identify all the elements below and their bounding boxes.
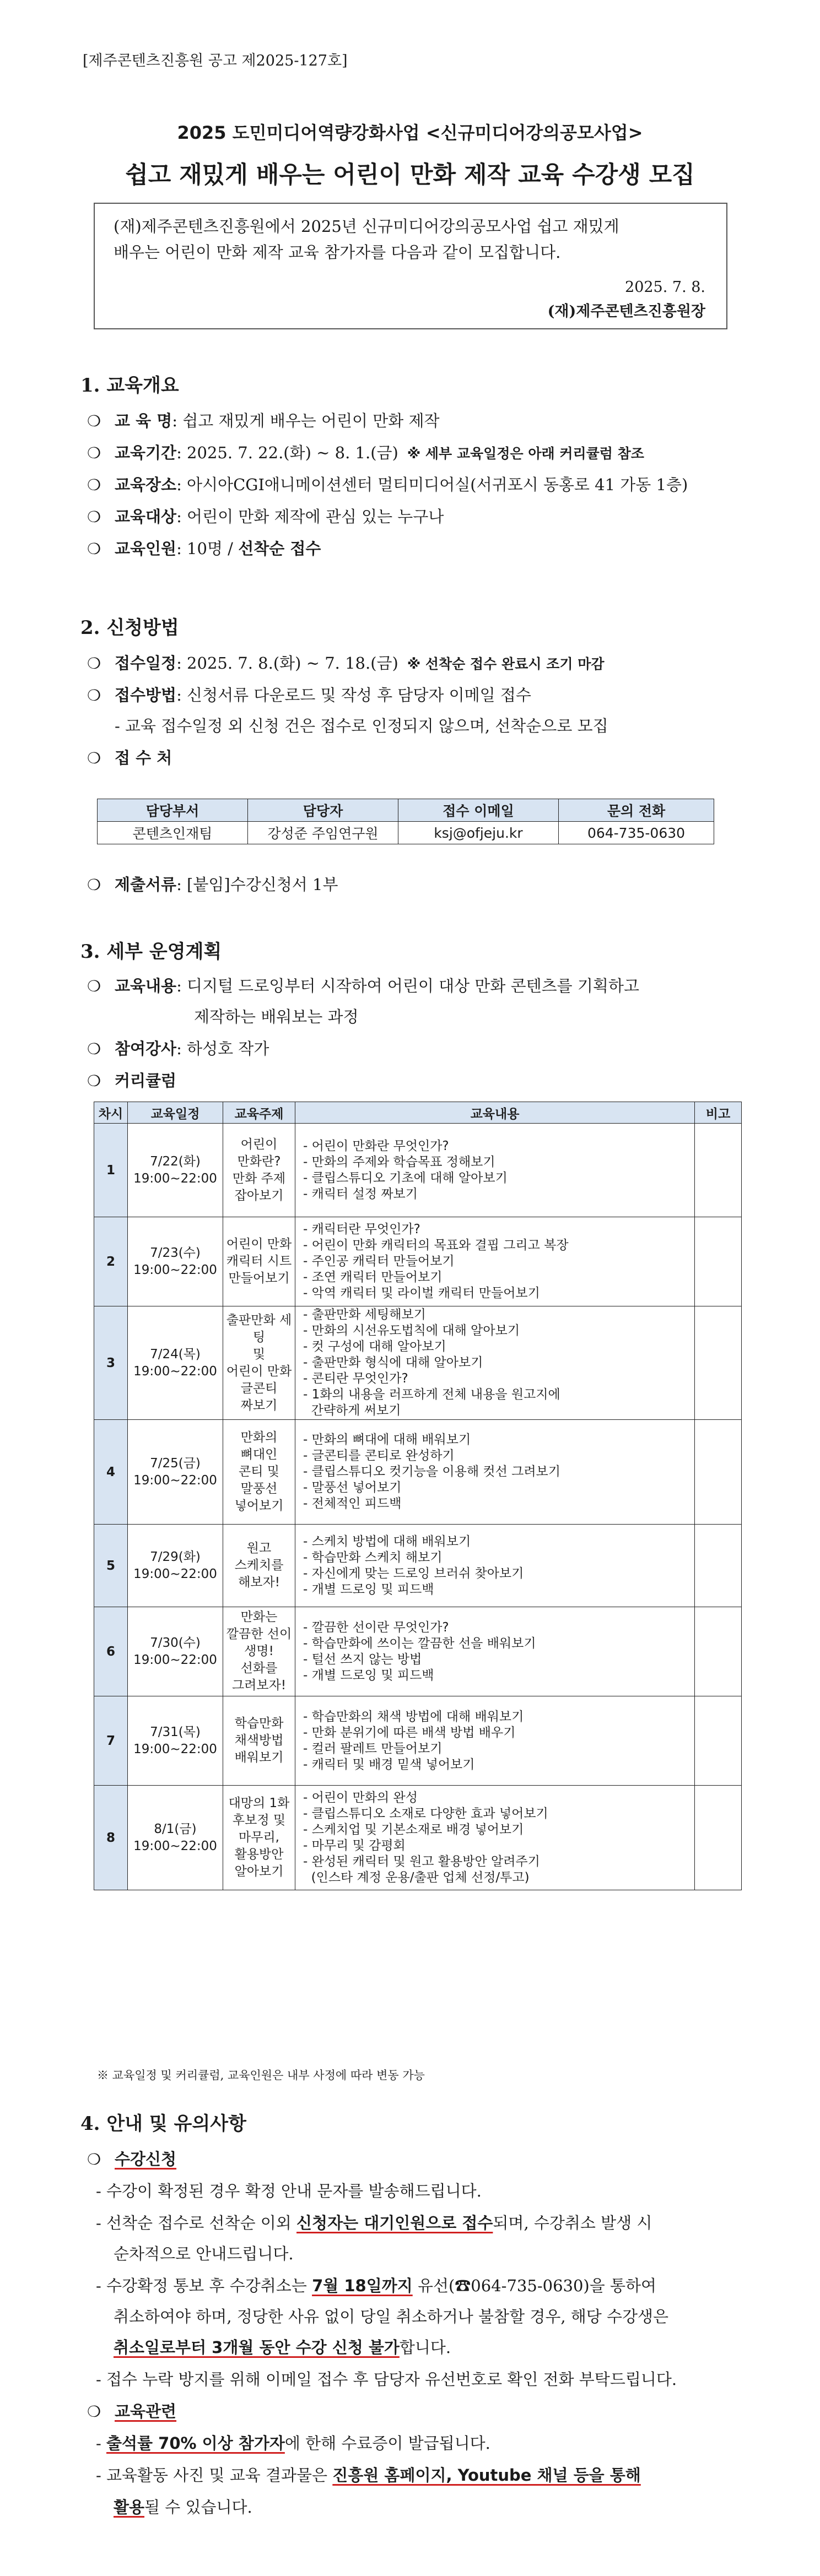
session-topic bbox=[223, 1420, 295, 1525]
title-block bbox=[77, 119, 743, 190]
notice-a2-pre: - 선착순 접수로 선착순 이외 bbox=[96, 2214, 297, 2232]
notice-a3-emph2: 취소일로부터 3개월 동안 수강 신청 불가 bbox=[114, 2338, 400, 2357]
session-content bbox=[295, 1786, 695, 1890]
session-topic bbox=[223, 1696, 295, 1786]
header-topic: 교육주제 bbox=[223, 1102, 295, 1124]
topic-line: 깔끔한 선이 bbox=[226, 1627, 292, 1641]
content-line: - 완성된 캐릭터 및 원고 활용방안 알려주기 bbox=[303, 1854, 540, 1869]
content-line: - 만화의 주제와 학습목표 정해보기 bbox=[303, 1154, 495, 1169]
content-line: 간략하게 써보기 bbox=[303, 1403, 401, 1418]
content-line: - 캐릭터 설정 짜보기 bbox=[303, 1186, 418, 1201]
content-line: - 학습만화에 쓰이는 깔끔한 선을 배워보기 bbox=[303, 1636, 536, 1651]
topic-line: 채색방법 bbox=[234, 1733, 284, 1748]
plan-row-curriculum bbox=[87, 1069, 176, 1091]
circle-bullet-icon: ❍ bbox=[87, 1040, 101, 1058]
topic-line: 잡아보기 bbox=[234, 1188, 284, 1203]
row-value: : 쉽고 재밌게 배우는 어린이 만화 제작 bbox=[172, 411, 440, 430]
session-schedule bbox=[128, 1607, 223, 1696]
content-line: - 학습만화의 채색 방법에 대해 배워보기 bbox=[303, 1709, 524, 1724]
topic-line: 그려보자! bbox=[231, 1678, 287, 1693]
page-title: 쉽고 재밌게 배우는 어린이 만화 제작 교육 수강생 모집 bbox=[125, 161, 695, 189]
content-line: - 어린이 만화 캐릭터의 목표와 결핍 그리고 복장 bbox=[303, 1238, 569, 1252]
content-line: - 조연 캐릭터 만들어보기 bbox=[303, 1270, 443, 1284]
session-schedule bbox=[128, 1786, 223, 1890]
intro-box bbox=[94, 203, 727, 329]
session-date: 7/31(목) bbox=[150, 1724, 201, 1739]
circle-bullet-icon: ❍ bbox=[87, 476, 101, 494]
topic-line: 출판만화 세팅 bbox=[226, 1313, 292, 1344]
session-content bbox=[295, 1217, 695, 1306]
session-number: 7 bbox=[94, 1696, 128, 1786]
overview-row-period bbox=[87, 441, 644, 463]
topic-line: 활용방안 bbox=[234, 1847, 284, 1862]
session-remark bbox=[695, 1420, 742, 1525]
intro-organization: (재)제주콘텐츠진흥원장 bbox=[547, 303, 705, 320]
session-schedule bbox=[128, 1217, 223, 1306]
content-line: - 전체적인 피드백 bbox=[303, 1496, 402, 1511]
topic-line: 알아보기 bbox=[234, 1864, 284, 1879]
session-schedule bbox=[128, 1124, 223, 1217]
row-note: ※ 세부 교육일정은 아래 커리큘럼 참조 bbox=[407, 446, 644, 462]
topic-line: 캐릭터 시트 bbox=[226, 1254, 292, 1268]
row-label: 참여강사 bbox=[115, 1039, 177, 1058]
content-line: - 클립스튜디오 컷기능을 이용해 컷선 그려보기 bbox=[303, 1465, 560, 1479]
topic-line: 만화의 bbox=[240, 1430, 278, 1445]
topic-line: 및 bbox=[252, 1347, 266, 1362]
content-line: - 1화의 내용을 러프하게 전체 내용을 원고지에 bbox=[303, 1387, 560, 1402]
row-value-bold: 선착순 접수 bbox=[238, 539, 321, 558]
content-line: - 콘티란 무엇인가? bbox=[303, 1371, 408, 1386]
session-date: 7/24(목) bbox=[150, 1347, 201, 1362]
session-topic bbox=[223, 1124, 295, 1217]
notice-row-apply bbox=[87, 2147, 176, 2170]
topic-line: 대망의 1화 bbox=[228, 1796, 290, 1810]
content-line: - 클립스튜디오 소재로 다양한 효과 넣어보기 bbox=[303, 1806, 548, 1821]
notice-row-edu bbox=[87, 2399, 176, 2422]
apply-method-note: - 교육 접수일정 외 신청 건은 접수로 인정되지 않으며, 선착순으로 모집 bbox=[115, 717, 608, 735]
content-line: - 털선 쓰지 않는 방법 bbox=[303, 1652, 422, 1667]
content-line: - 만화 분위기에 따른 배색 방법 배우기 bbox=[303, 1725, 516, 1740]
session-number: 5 bbox=[94, 1525, 128, 1607]
section-1-title: 1. 교육개요 bbox=[80, 375, 179, 397]
topic-line: 선화를 bbox=[240, 1661, 278, 1675]
notice-a3-cont: 취소하여야 하며, 정당한 사유 없이 당일 취소하거나 불참할 경우, 해당 수강생은 bbox=[114, 2307, 669, 2326]
topic-line: 생명! bbox=[244, 1644, 274, 1658]
notice-b2-emph: 진흥원 홈페이지, Youtube 채널 등을 통해 bbox=[332, 2466, 641, 2485]
session-content bbox=[295, 1525, 695, 1607]
notice-a3-pre: - 수강확정 통보 후 수강취소는 bbox=[96, 2276, 312, 2295]
notice-a3 bbox=[96, 2274, 656, 2296]
topic-line: 해보자! bbox=[238, 1575, 280, 1590]
topic-line: 배워보기 bbox=[234, 1750, 284, 1765]
row-label: 교육관련 bbox=[115, 2402, 177, 2421]
curriculum-row bbox=[94, 1217, 742, 1306]
session-topic bbox=[223, 1217, 295, 1306]
row-label: 접 수 처 bbox=[115, 749, 172, 767]
session-schedule bbox=[128, 1696, 223, 1786]
overview-row-name bbox=[87, 409, 440, 431]
curriculum-row bbox=[94, 1786, 742, 1890]
content-line: - 주인공 캐릭터 만들어보기 bbox=[303, 1254, 455, 1268]
header-date: 교육일정 bbox=[128, 1102, 223, 1124]
intro-line-2: 배우는 어린이 만화 제작 교육 참가자를 다음과 같이 모집합니다. bbox=[114, 243, 561, 262]
row-label: 접수방법 bbox=[115, 686, 177, 704]
content-line: - 학습만화 스케치 해보기 bbox=[303, 1550, 443, 1565]
curriculum-footnote: ※ 교육일정 및 커리큘럼, 교육인원은 내부 사정에 따라 변동 가능 bbox=[97, 2069, 425, 2082]
section-2-title: 2. 신청방법 bbox=[80, 617, 179, 639]
notice-a3-emph: 7월 18일까지 bbox=[312, 2276, 413, 2295]
row-value: : 신청서류 다운로드 및 작성 후 담당자 이메일 접수 bbox=[176, 686, 531, 704]
notice-b1-emph: 출석률 70% 이상 참가자 bbox=[106, 2434, 285, 2453]
topic-line: 학습만화 bbox=[234, 1716, 284, 1731]
session-remark bbox=[695, 1306, 742, 1420]
notice-a2-cont: 순차적으로 안내드립니다. bbox=[114, 2244, 294, 2263]
content-line: - 어린이 만화란 무엇인가? bbox=[303, 1138, 449, 1153]
contact-header-phone: 문의 전화 bbox=[559, 799, 714, 822]
topic-line: 만화 주제 bbox=[232, 1171, 286, 1186]
content-line: (인스타 계정 운용/출판 업체 선정/투고) bbox=[303, 1870, 530, 1885]
notice-a2-emph: 신청자는 대기인원으로 접수 bbox=[296, 2214, 493, 2232]
plan-row-content bbox=[87, 974, 639, 996]
header-remark: 비고 bbox=[695, 1102, 742, 1124]
session-content bbox=[295, 1420, 695, 1525]
intro-date: 2025. 7. 8. bbox=[625, 279, 705, 296]
content-line: - 말풍선 넣어보기 bbox=[303, 1480, 402, 1495]
section-4-title: 4. 안내 및 유의사항 bbox=[80, 2113, 246, 2135]
session-schedule bbox=[128, 1525, 223, 1607]
curriculum-row bbox=[94, 1525, 742, 1607]
row-value: : [붙임]수강신청서 1부 bbox=[176, 875, 338, 894]
session-content bbox=[295, 1696, 695, 1786]
session-number: 2 bbox=[94, 1217, 128, 1306]
circle-bullet-icon: ❍ bbox=[87, 876, 101, 894]
row-label: 교육대상 bbox=[115, 507, 177, 526]
row-label: 수강신청 bbox=[115, 2150, 177, 2168]
plan-row-teacher bbox=[87, 1037, 269, 1059]
session-number: 3 bbox=[94, 1306, 128, 1420]
plan-content-cont: 제작하는 배워보는 과정 bbox=[194, 1007, 359, 1026]
content-line: - 스케치업 및 기본소재로 배경 넣어보기 bbox=[303, 1822, 524, 1837]
topic-line: 원고 bbox=[246, 1541, 272, 1555]
notice-b1-pre: - bbox=[96, 2434, 107, 2453]
circle-bullet-icon: ❍ bbox=[87, 1072, 101, 1090]
overview-row-place bbox=[87, 473, 688, 495]
apply-row-contact bbox=[87, 746, 172, 768]
apply-row-docs bbox=[87, 872, 338, 895]
session-content bbox=[295, 1607, 695, 1696]
apply-row-period bbox=[87, 651, 605, 674]
session-content bbox=[295, 1306, 695, 1420]
contact-header-person: 담당자 bbox=[248, 799, 398, 822]
circle-bullet-icon: ❍ bbox=[87, 977, 101, 995]
curriculum-row bbox=[94, 1124, 742, 1217]
notice-a3-cont2 bbox=[114, 2335, 451, 2358]
row-label: 교육인원 bbox=[115, 539, 177, 558]
notice-a1: - 수강이 확정된 경우 확정 안내 문자를 발송해드립니다. bbox=[96, 2182, 482, 2200]
session-time: 19:00~22:00 bbox=[133, 1839, 217, 1853]
circle-bullet-icon: ❍ bbox=[87, 412, 101, 430]
header-session: 차시 bbox=[94, 1102, 128, 1124]
session-remark bbox=[695, 1786, 742, 1890]
session-topic bbox=[223, 1607, 295, 1696]
curriculum-row bbox=[94, 1420, 742, 1525]
notice-b1-post: 에 한해 수료증이 발급됩니다. bbox=[284, 2434, 490, 2453]
session-date: 7/25(금) bbox=[150, 1456, 201, 1471]
session-number: 8 bbox=[94, 1786, 128, 1890]
contact-dept: 콘텐츠인재팀 bbox=[98, 822, 248, 844]
topic-line: 말풍선 bbox=[240, 1482, 278, 1496]
topic-line: 짜보기 bbox=[240, 1398, 278, 1413]
row-value: : 2025. 7. 8.(화) ~ 7. 18.(금) bbox=[176, 654, 398, 673]
row-value: : 어린이 만화 제작에 관심 있는 누구나 bbox=[176, 507, 444, 526]
overview-row-target bbox=[87, 505, 444, 527]
curriculum-row bbox=[94, 1306, 742, 1420]
circle-bullet-icon: ❍ bbox=[87, 444, 101, 462]
curriculum-row bbox=[94, 1696, 742, 1786]
contact-header-row bbox=[98, 799, 714, 822]
content-line: - 캐릭터 및 배경 밑색 넣어보기 bbox=[303, 1757, 475, 1772]
session-remark bbox=[695, 1607, 742, 1696]
curriculum-table bbox=[94, 1102, 742, 1890]
notice-b2-cont bbox=[114, 2495, 252, 2518]
notice-a3-post: 유선(☎064-735-0630)을 통하여 bbox=[412, 2276, 657, 2295]
session-topic bbox=[223, 1786, 295, 1890]
contact-email[interactable]: ksj@ofjeju.kr bbox=[398, 822, 559, 844]
session-content bbox=[295, 1124, 695, 1217]
curriculum-row bbox=[94, 1607, 742, 1696]
circle-bullet-icon: ❍ bbox=[87, 749, 101, 767]
notice-b1 bbox=[96, 2431, 490, 2454]
row-value: : 하성호 작가 bbox=[176, 1039, 269, 1058]
contact-table bbox=[97, 799, 714, 844]
topic-line: 어린이 만화 bbox=[226, 1364, 292, 1379]
content-line: - 만화의 뼈대에 대해 배워보기 bbox=[303, 1433, 471, 1447]
row-label: 제출서류 bbox=[115, 875, 177, 894]
overview-row-count bbox=[87, 536, 321, 559]
row-value: : 2025. 7. 22.(화) ~ 8. 1.(금) bbox=[176, 443, 398, 462]
circle-bullet-icon: ❍ bbox=[87, 686, 101, 704]
contact-person: 강성준 주임연구원 bbox=[248, 822, 398, 844]
content-line: - 컬러 팔레트 만들어보기 bbox=[303, 1741, 443, 1756]
session-time: 19:00~22:00 bbox=[133, 1742, 217, 1756]
section-3-title: 3. 세부 운영계획 bbox=[80, 941, 222, 963]
row-label: 교 육 명 bbox=[115, 411, 172, 430]
intro-line-1: (재)제주콘텐츠진흥원에서 2025년 신규미디어강의공모사업 쉽고 재밌게 bbox=[114, 217, 619, 236]
notice-a2 bbox=[96, 2211, 652, 2233]
topic-line: 스케치를 bbox=[234, 1558, 284, 1572]
session-remark bbox=[695, 1124, 742, 1217]
content-line: - 출판만화 세팅해보기 bbox=[303, 1308, 426, 1322]
content-line: - 글콘티를 콘티로 완성하기 bbox=[303, 1449, 455, 1463]
topic-line: 어린이 bbox=[240, 1137, 278, 1152]
topic-line: 글콘티 bbox=[240, 1381, 278, 1396]
notice-b2 bbox=[96, 2463, 641, 2486]
topic-line: 어린이 만화 bbox=[226, 1237, 292, 1251]
contact-phone: 064-735-0630 bbox=[559, 822, 714, 844]
session-remark bbox=[695, 1696, 742, 1786]
row-note: ※ 선착순 접수 완료시 조기 마감 bbox=[407, 656, 605, 672]
circle-bullet-icon: ❍ bbox=[87, 654, 101, 673]
content-line: - 스케치 방법에 대해 배워보기 bbox=[303, 1534, 471, 1549]
content-line: - 개별 드로잉 및 피드백 bbox=[303, 1668, 434, 1683]
session-number: 1 bbox=[94, 1124, 128, 1217]
topic-line: 만들어보기 bbox=[228, 1271, 290, 1286]
contact-header-dept: 담당부서 bbox=[98, 799, 248, 822]
program-subtitle: 2025 도민미디어역량강화사업 <신규미디어강의공모사업> bbox=[177, 122, 643, 143]
circle-bullet-icon: ❍ bbox=[87, 2403, 101, 2421]
row-label: 교육기간 bbox=[115, 443, 177, 462]
session-date: 7/22(화) bbox=[150, 1154, 201, 1169]
content-line: - 악역 캐릭터 및 라이벌 캐릭터 만들어보기 bbox=[303, 1286, 540, 1300]
topic-line: 만화는 bbox=[240, 1610, 278, 1624]
content-line: - 어린이 만화의 완성 bbox=[303, 1790, 418, 1805]
notice-b2-emph2: 활용 bbox=[114, 2498, 145, 2517]
topic-line: 만화란? bbox=[237, 1154, 281, 1169]
notice-b2-pre: - 교육활동 사진 및 교육 결과물은 bbox=[96, 2466, 333, 2485]
topic-line: 마무리, bbox=[239, 1830, 279, 1845]
notice-a3-end: 합니다. bbox=[399, 2338, 451, 2357]
session-time: 19:00~22:00 bbox=[133, 1262, 217, 1277]
circle-bullet-icon: ❍ bbox=[87, 540, 101, 558]
circle-bullet-icon: ❍ bbox=[87, 508, 101, 526]
session-remark bbox=[695, 1217, 742, 1306]
topic-line: 뼈대인 bbox=[240, 1447, 278, 1462]
session-time: 19:00~22:00 bbox=[133, 1652, 217, 1667]
apply-row-method bbox=[87, 683, 531, 706]
content-line: - 자신에게 맞는 드로잉 브러쉬 찾아보기 bbox=[303, 1566, 524, 1581]
contact-header-email: 접수 이메일 bbox=[398, 799, 559, 822]
row-label: 접수일정 bbox=[115, 654, 177, 673]
session-topic bbox=[223, 1525, 295, 1607]
session-number: 6 bbox=[94, 1607, 128, 1696]
notice-b2-post: 될 수 있습니다. bbox=[144, 2498, 252, 2517]
content-line: - 깔끔한 선이란 무엇인가? bbox=[303, 1620, 449, 1635]
content-line: - 캐릭터란 무엇인가? bbox=[303, 1222, 420, 1237]
notice-number: [제주콘텐츠진흥원 공고 제2025-127호] bbox=[83, 52, 348, 69]
session-date: 7/30(수) bbox=[150, 1635, 201, 1650]
curriculum-header-row bbox=[94, 1102, 742, 1124]
topic-line: 넣어보기 bbox=[234, 1499, 284, 1513]
row-value: : 디지털 드로잉부터 시작하여 어린이 대상 만화 콘텐츠를 기획하고 bbox=[176, 977, 639, 995]
row-value: : 10명 / bbox=[176, 539, 239, 558]
content-line: - 만화의 시선유도법칙에 대해 알아보기 bbox=[303, 1324, 520, 1338]
row-label: 커리큘럼 bbox=[115, 1071, 177, 1090]
session-date: 7/23(수) bbox=[150, 1245, 201, 1260]
notice-a2-post: 되며, 수강취소 발생 시 bbox=[493, 2214, 652, 2232]
session-time: 19:00~22:00 bbox=[133, 1566, 217, 1581]
session-time: 19:00~22:00 bbox=[133, 1364, 217, 1379]
notice-a4: - 접수 누락 방지를 위해 이메일 접수 후 담당자 유선번호로 확인 전화 부탁드립니다. bbox=[96, 2370, 677, 2389]
contact-data-row bbox=[98, 822, 714, 844]
header-content: 교육내용 bbox=[295, 1102, 695, 1124]
session-schedule bbox=[128, 1420, 223, 1525]
content-line: - 출판만화 형식에 대해 알아보기 bbox=[303, 1355, 483, 1370]
session-topic bbox=[223, 1306, 295, 1420]
content-line: - 클립스튜디오 기초에 대해 알아보기 bbox=[303, 1170, 508, 1185]
content-line: - 개별 드로잉 및 피드백 bbox=[303, 1582, 434, 1597]
session-date: 7/29(화) bbox=[150, 1549, 201, 1564]
content-line: - 컷 구성에 대해 알아보기 bbox=[303, 1339, 446, 1354]
topic-line: 후보정 및 bbox=[232, 1813, 286, 1827]
session-time: 19:00~22:00 bbox=[133, 1473, 217, 1488]
row-label: 교육장소 bbox=[115, 475, 177, 494]
session-schedule bbox=[128, 1306, 223, 1420]
circle-bullet-icon: ❍ bbox=[87, 2150, 101, 2168]
session-date: 8/1(금) bbox=[154, 1821, 197, 1836]
row-value: : 아시아CGI애니메이션센터 멀티미디어실(서귀포시 동홍로 41 가동 1층) bbox=[176, 475, 688, 494]
session-time: 19:00~22:00 bbox=[133, 1171, 217, 1186]
content-line: - 마무리 및 감평회 bbox=[303, 1838, 406, 1853]
topic-line: 콘티 및 bbox=[239, 1465, 279, 1479]
session-remark bbox=[695, 1525, 742, 1607]
row-label: 교육내용 bbox=[115, 977, 177, 995]
session-number: 4 bbox=[94, 1420, 128, 1525]
